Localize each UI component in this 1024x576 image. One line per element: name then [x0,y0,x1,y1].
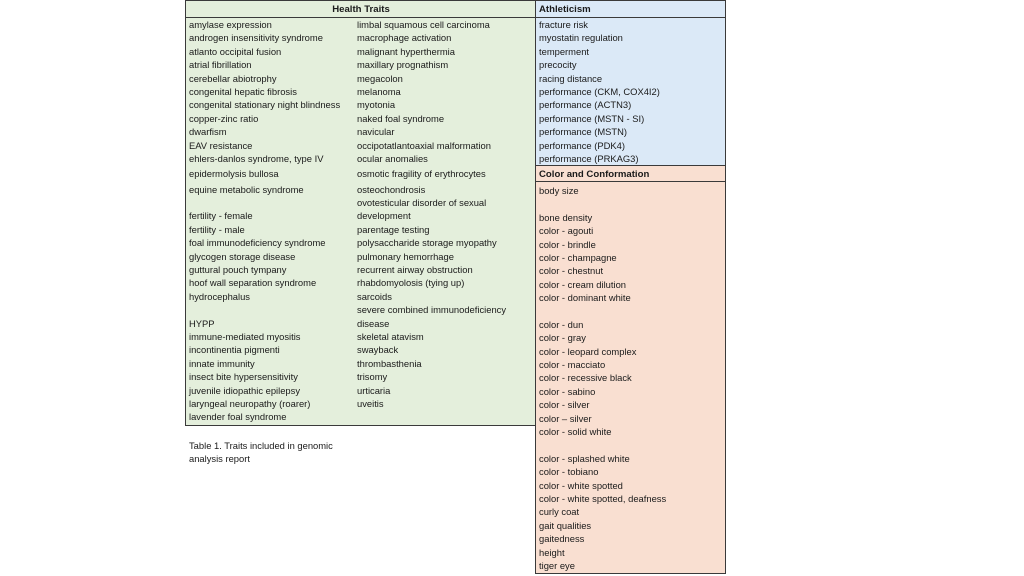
athleticism-panel [535,0,726,166]
list-item: color - leopard complex [539,345,637,357]
color-conformation-header: Color and Conformation [539,169,650,180]
list-item: recurrent airway obstruction [357,264,473,276]
list-item: foal immunodeficiency syndrome [189,237,326,249]
list-spacer [539,438,723,451]
list-item: color - sabino [539,385,596,397]
list-item: color - tobiano [539,466,599,478]
list-item: color - white spotted [539,479,623,491]
list-item: fertility - female [189,210,253,222]
list-item: glycogen storage disease [189,250,296,262]
list-item: parentage testing [357,223,430,235]
list-item: congenital stationary night blindness [189,99,341,111]
list-item: fracture risk [539,19,588,30]
list-item: HYPP [189,317,215,329]
list-item: color - agouti [539,225,594,237]
list-item: urticaria [357,384,391,396]
list-item: performance (ACTN3) [539,99,632,111]
list-item: color - gray [539,332,586,344]
list-item: bone density [539,211,593,223]
list-item: polysaccharide storage myopathy [357,237,497,249]
list-item: pulmonary hemorrhage [357,250,454,262]
list-item: color - champagne [539,251,617,263]
list-item: maxillary prognathism [357,59,449,71]
list-item: cerebellar abiotrophy [189,72,277,84]
list-item: color - chestnut [539,265,604,277]
list-item: malignant hyperthermia [357,45,455,57]
list-item: amylase expression [189,19,272,30]
color-conformation-panel [535,165,726,574]
list-item: color - splashed white [539,452,630,464]
list-item: epidermolysis bullosa [189,168,279,180]
list-item: color - white spotted, deafness [539,492,667,504]
athleticism-list [539,18,723,165]
list-item: osmotic fragility of erythrocytes [357,168,486,180]
table-caption: Table 1. Traits included in genomic analysis report [189,440,333,465]
list-item: height [539,546,565,558]
list-item: juvenile idiopathic epilepsy [189,384,301,396]
list-item: immune-mediated myositis [189,330,301,342]
list-spacer [189,196,355,209]
list-item: EAV resistance [189,139,253,151]
list-item: ocular anomalies [357,152,428,164]
list-item: gait qualities [539,519,592,531]
list-item: atrial fibrillation [189,59,252,71]
list-item: megacolon [357,72,403,84]
list-item: androgen insensitivity syndrome [189,32,323,44]
list-item: osteochondrosis [357,183,426,195]
list-item: color - silver [539,399,590,411]
health-traits-column-2 [357,18,535,410]
list-item: precocity [539,59,577,71]
list-item: color - brindle [539,238,596,250]
list-item: racing distance [539,72,603,84]
list-item: color - macciato [539,359,606,371]
list-spacer [189,303,355,316]
health-traits-panel [185,0,537,426]
list-item: performance (PRKAG3) [539,152,639,164]
list-item: myotonia [357,99,396,111]
list-item: myostatin regulation [539,32,623,44]
list-item: trisomy [357,371,388,383]
list-item: performance (MSTN - SI) [539,112,645,124]
list-item: severe combined immunodeficiency disease [357,304,507,329]
list-item: thrombasthenia [357,357,422,369]
list-item: occipotatlantoaxial malformation [357,139,491,151]
list-item: color - solid white [539,426,612,438]
list-item: performance (MSTN) [539,126,628,138]
list-item: limbal squamous cell carcinoma [357,19,490,30]
health-traits-column-1 [189,18,355,424]
list-item: curly coat [539,506,580,518]
list-item: body size [539,185,579,196]
list-item: uveitis [357,397,384,409]
list-item: copper-zinc ratio [189,112,259,124]
list-item: atlanto occipital fusion [189,45,282,57]
list-item: hydrocephalus [189,290,250,302]
list-item: dwarfism [189,126,227,138]
list-spacer [539,305,723,318]
list-item: sarcoids [357,290,392,302]
list-item: fertility - male [189,223,245,235]
list-item: performance (PDK4) [539,139,625,151]
athleticism-header: Athleticism [539,4,591,15]
list-item: lavender foal syndrome [189,411,287,423]
list-item: incontinentia pigmenti [189,344,280,356]
list-item: swayback [357,344,399,356]
list-item: ovotesticular disorder of sexual development [357,197,487,222]
list-item: insect bite hypersensitivity [189,371,298,383]
list-item: rhabdomyolosis (tying up) [357,277,465,289]
color-header-rule [536,181,725,182]
list-item: color - cream dilution [539,278,627,290]
color-conformation-list [539,184,723,572]
list-item: hoof wall separation syndrome [189,277,317,289]
list-item: ehlers-danlos syndrome, type IV [189,152,324,164]
list-item: color - dominant white [539,292,631,304]
list-item: color - recessive black [539,372,632,384]
list-item: navicular [357,126,395,138]
list-item: congenital hepatic fibrosis [189,85,297,97]
list-item: innate immunity [189,357,255,369]
list-item: melanoma [357,85,401,97]
list-item: macrophage activation [357,32,452,44]
list-item: guttural pouch tympany [189,264,287,276]
list-item: color – silver [539,412,592,424]
list-item: gaitedness [539,533,585,545]
list-spacer [539,197,723,210]
list-item: skeletal atavism [357,331,424,343]
list-item: temperment [539,45,590,57]
list-item: performance (CKM, COX4I2) [539,85,660,97]
list-item: naked foal syndrome [357,112,445,124]
list-item: laryngeal neuropathy (roarer) [189,397,311,409]
list-item: tiger eye [539,559,575,571]
health-traits-header: Health Traits [332,4,390,15]
list-item: color - dun [539,318,584,330]
list-item: equine metabolic syndrome [189,183,304,195]
